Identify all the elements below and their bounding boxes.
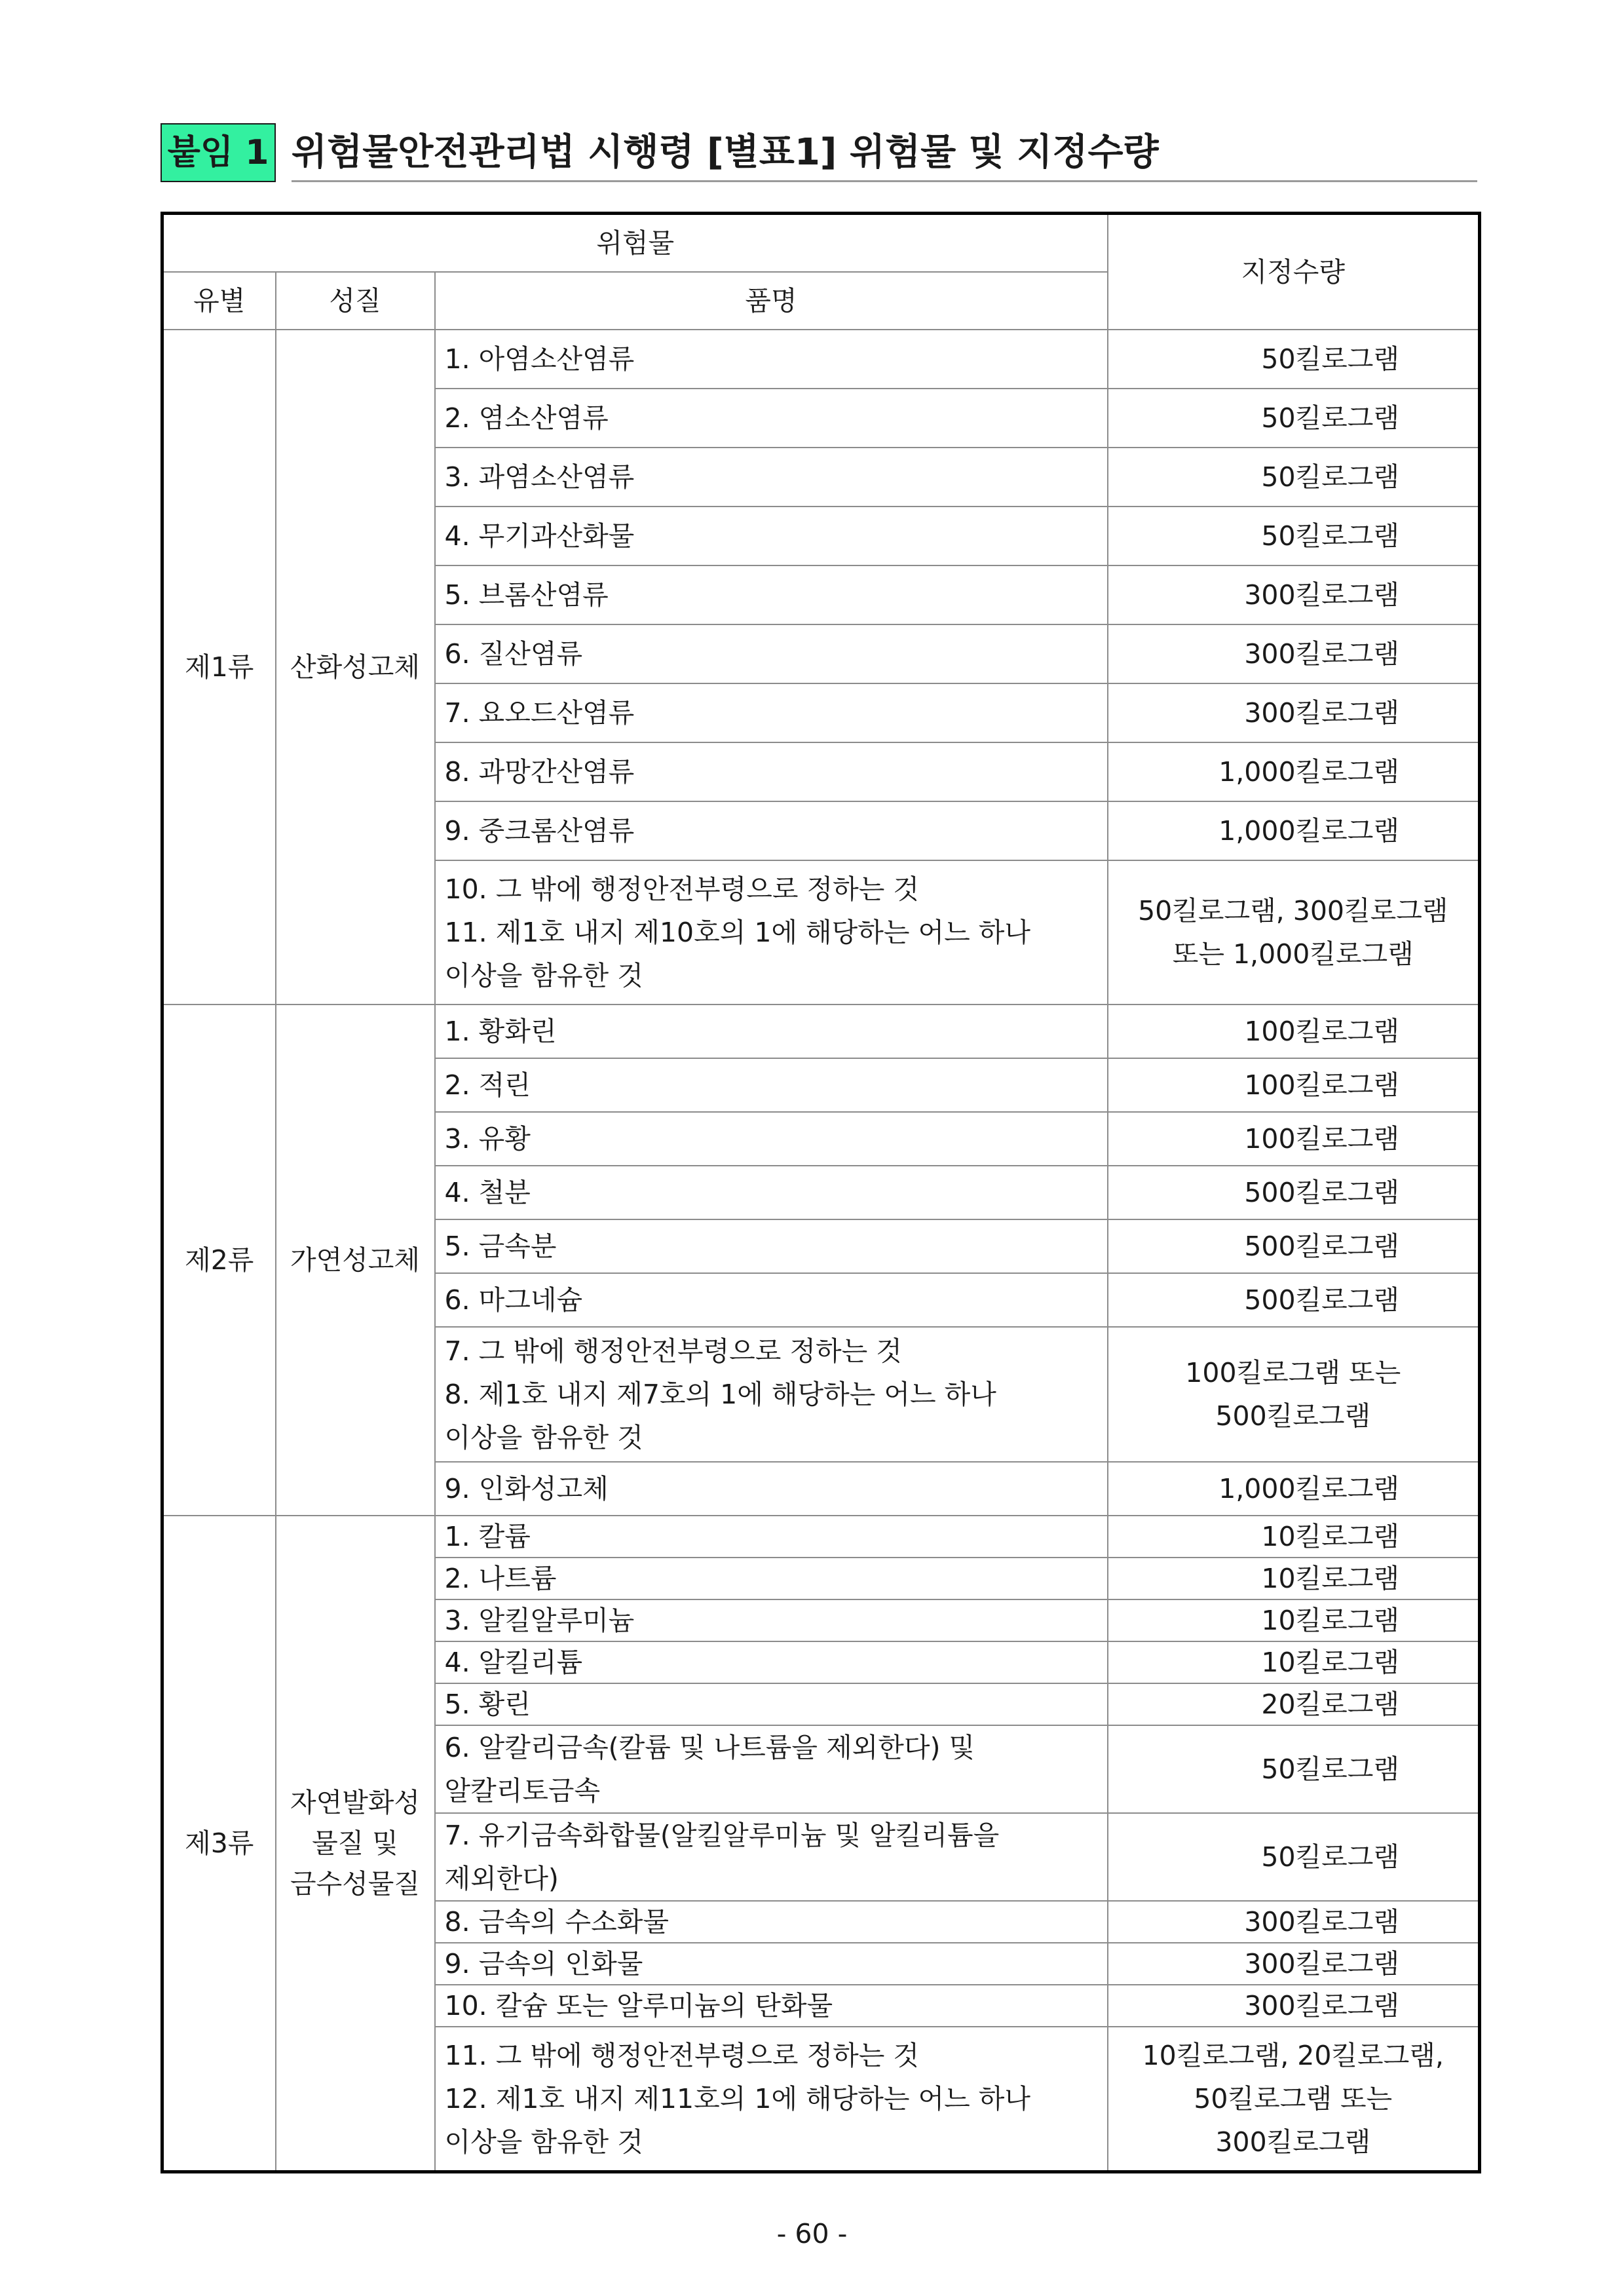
item-cell: 1. 칼륨 xyxy=(435,1516,1108,1558)
quantity-cell xyxy=(1108,2027,1480,2172)
item-cell: 9. 금속의 인화물 xyxy=(435,1943,1108,1985)
item-cell xyxy=(435,860,1108,1004)
quantity-cell: 1,000킬로그램 xyxy=(1108,801,1480,860)
property-line: 금수성물질 xyxy=(290,1868,421,1900)
item-line: 제외한다) xyxy=(444,1863,559,1894)
item-cell: 9. 중크롬산염류 xyxy=(435,801,1108,860)
item-line: 8. 제1호 내지 제7호의 1에 해당하는 어느 하나 xyxy=(444,1379,996,1410)
item-line: 이상을 함유한 것 xyxy=(444,2126,643,2158)
item-line: 이상을 함유한 것 xyxy=(444,1422,643,1453)
header-property: 성질 xyxy=(276,272,435,330)
item-line: 알칼리토금속 xyxy=(444,1775,601,1807)
hazmat-table xyxy=(161,212,1481,2173)
quantity-cell: 300킬로그램 xyxy=(1108,624,1480,683)
item-line: 10. 그 밖에 행정안전부령으로 정하는 것 xyxy=(444,873,919,905)
item-cell xyxy=(435,1327,1108,1462)
item-cell: 5. 황린 xyxy=(435,1683,1108,1725)
quantity-cell: 10킬로그램 xyxy=(1108,1641,1480,1683)
quantity-cell: 50킬로그램 xyxy=(1108,448,1480,507)
page-title: 위험물안전관리법 시행령 [별표1] 위험물 및 지정수량 xyxy=(292,123,1477,182)
quantity-line: 50킬로그램 또는 xyxy=(1194,2083,1393,2114)
item-cell xyxy=(435,2027,1108,2172)
property-line: 자연발화성 xyxy=(290,1787,421,1818)
header-quantity: 지정수량 xyxy=(1108,214,1480,330)
quantity-line: 50킬로그램, 300킬로그램 xyxy=(1138,895,1448,927)
quantity-line: 500킬로그램 xyxy=(1215,1400,1371,1432)
table-row xyxy=(162,1516,1480,1558)
item-cell xyxy=(435,1725,1108,1813)
quantity-cell: 100킬로그램 xyxy=(1108,1058,1480,1112)
item-cell: 5. 금속분 xyxy=(435,1219,1108,1273)
item-cell: 4. 무기과산화물 xyxy=(435,507,1108,565)
item-line: 7. 그 밖에 행정안전부령으로 정하는 것 xyxy=(444,1335,902,1367)
quantity-cell: 100킬로그램 xyxy=(1108,1004,1480,1058)
item-cell: 7. 요오드산염류 xyxy=(435,683,1108,742)
quantity-line: 100킬로그램 또는 xyxy=(1185,1357,1401,1388)
item-cell: 4. 알킬리튬 xyxy=(435,1641,1108,1683)
item-cell: 1. 아염소산염류 xyxy=(435,330,1108,389)
header-category: 유별 xyxy=(162,272,276,330)
attachment-badge: 붙임 1 xyxy=(161,123,276,182)
item-cell: 8. 금속의 수소화물 xyxy=(435,1901,1108,1943)
quantity-cell: 1,000킬로그램 xyxy=(1108,1462,1480,1516)
item-cell: 6. 마그네슘 xyxy=(435,1273,1108,1327)
quantity-cell: 500킬로그램 xyxy=(1108,1166,1480,1219)
quantity-cell: 300킬로그램 xyxy=(1108,1943,1480,1985)
page-number: - 60 - xyxy=(776,2218,848,2249)
quantity-cell: 50킬로그램 xyxy=(1108,507,1480,565)
quantity-cell: 500킬로그램 xyxy=(1108,1273,1480,1327)
quantity-cell: 300킬로그램 xyxy=(1108,565,1480,624)
quantity-cell xyxy=(1108,1327,1480,1462)
quantity-cell: 500킬로그램 xyxy=(1108,1219,1480,1273)
item-cell xyxy=(435,1813,1108,1901)
item-cell: 4. 철분 xyxy=(435,1166,1108,1219)
property-line: 물질 및 xyxy=(312,1827,398,1859)
item-cell: 3. 알킬알루미늄 xyxy=(435,1599,1108,1641)
item-cell: 2. 염소산염류 xyxy=(435,389,1108,448)
item-line: 11. 그 밖에 행정안전부령으로 정하는 것 xyxy=(444,2040,919,2071)
property-cell: 산화성고체 xyxy=(276,330,435,1004)
quantity-cell: 300킬로그램 xyxy=(1108,683,1480,742)
quantity-cell: 300킬로그램 xyxy=(1108,1985,1480,2027)
item-cell: 6. 질산염류 xyxy=(435,624,1108,683)
item-cell: 9. 인화성고체 xyxy=(435,1462,1108,1516)
header-hazmat: 위험물 xyxy=(162,214,1108,273)
quantity-cell: 50킬로그램 xyxy=(1108,389,1480,448)
item-cell: 3. 유황 xyxy=(435,1112,1108,1166)
item-cell: 2. 적린 xyxy=(435,1058,1108,1112)
table-row xyxy=(162,1004,1480,1058)
category-cell: 제3류 xyxy=(162,1516,276,2172)
item-cell: 1. 황화린 xyxy=(435,1004,1108,1058)
quantity-line: 10킬로그램, 20킬로그램, xyxy=(1142,2040,1444,2071)
quantity-cell xyxy=(1108,860,1480,1004)
item-line: 7. 유기금속화합물(알킬알루미늄 및 알킬리튬을 xyxy=(444,1820,1000,1851)
item-line: 6. 알칼리금속(칼륨 및 나트륨을 제외한다) 및 xyxy=(444,1732,975,1763)
category-cell: 제1류 xyxy=(162,330,276,1004)
quantity-line: 300킬로그램 xyxy=(1215,2126,1371,2158)
quantity-cell: 50킬로그램 xyxy=(1108,1725,1480,1813)
item-cell: 2. 나트륨 xyxy=(435,1558,1108,1599)
item-cell: 10. 칼슘 또는 알루미늄의 탄화물 xyxy=(435,1985,1108,2027)
quantity-cell: 100킬로그램 xyxy=(1108,1112,1480,1166)
quantity-cell: 50킬로그램 xyxy=(1108,1813,1480,1901)
item-cell: 3. 과염소산염류 xyxy=(435,448,1108,507)
property-cell: 가연성고체 xyxy=(276,1004,435,1516)
header-item: 품명 xyxy=(435,272,1108,330)
quantity-cell: 10킬로그램 xyxy=(1108,1599,1480,1641)
category-cell: 제2류 xyxy=(162,1004,276,1516)
quantity-line: 또는 1,000킬로그램 xyxy=(1172,938,1414,970)
table-header-row xyxy=(162,214,1480,273)
item-line: 12. 제1호 내지 제11호의 1에 해당하는 어느 하나 xyxy=(444,2083,1030,2114)
item-line: 이상을 함유한 것 xyxy=(444,960,643,991)
quantity-cell: 300킬로그램 xyxy=(1108,1901,1480,1943)
property-cell xyxy=(276,1516,435,2172)
quantity-cell: 1,000킬로그램 xyxy=(1108,742,1480,801)
item-line: 11. 제1호 내지 제10호의 1에 해당하는 어느 하나 xyxy=(444,917,1030,948)
item-cell: 5. 브롬산염류 xyxy=(435,565,1108,624)
quantity-cell: 10킬로그램 xyxy=(1108,1516,1480,1558)
quantity-cell: 50킬로그램 xyxy=(1108,330,1480,389)
quantity-cell: 20킬로그램 xyxy=(1108,1683,1480,1725)
page-header xyxy=(161,123,1477,182)
item-cell: 8. 과망간산염류 xyxy=(435,742,1108,801)
table-row xyxy=(162,330,1480,389)
quantity-cell: 10킬로그램 xyxy=(1108,1558,1480,1599)
